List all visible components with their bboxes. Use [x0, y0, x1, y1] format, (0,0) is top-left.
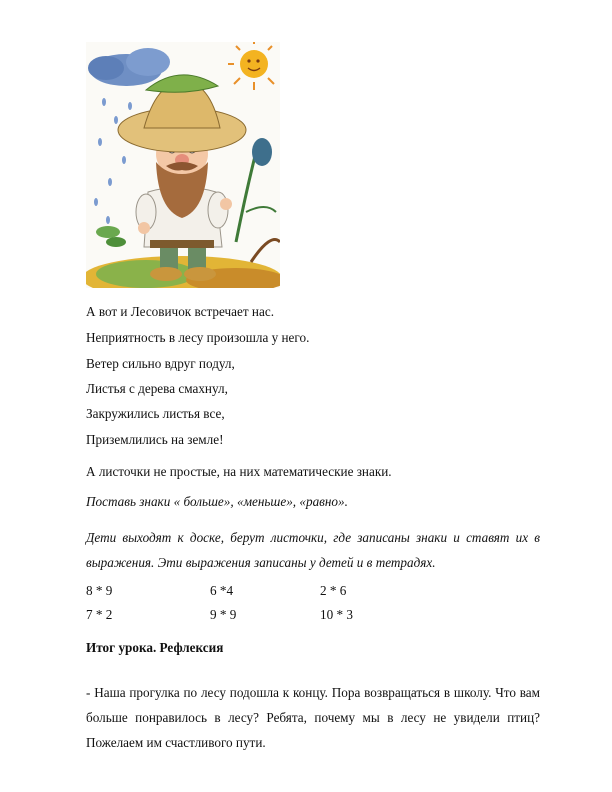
note-text: А листочки не простые, на них математические знаки.	[86, 464, 392, 479]
poem-line: Неприятность в лесу произошла у него.	[86, 330, 310, 345]
reflection-text: - Наша прогулка по лесу подошла к концу. Пора возвращаться в школу. Что вам больше понравилось в лесу? Ребята, почему мы в лесу не увидели птиц? Пожелаем им счастливого пути.	[86, 685, 540, 750]
section-title: Итог урока. Рефлексия	[86, 640, 224, 655]
task-text: Поставь знаки « больше», «меньше», «равно».	[86, 494, 348, 509]
poem-line: Приземлились на земле!	[86, 432, 224, 447]
poem-line: Закружились листья все,	[86, 406, 225, 421]
expression: 2 * 6	[320, 583, 347, 598]
poem-line: А вот и Лесовичок встречает нас.	[86, 304, 274, 319]
expression: 9 * 9	[210, 607, 237, 622]
expression: 6 *4	[210, 583, 234, 598]
poem-line: Листья с дерева смахнул,	[86, 381, 228, 396]
poem-line: Ветер сильно вдруг подул,	[86, 356, 235, 371]
instruction-text: Дети выходят к доске, берут листочки, где записаны знаки и ставят их в выражения. Эти выражения записаны у детей и в тетрадях.	[86, 530, 540, 570]
lesovichok-illustration	[86, 42, 280, 288]
expression: 8 * 9	[86, 583, 113, 598]
expression: 7 * 2	[86, 607, 113, 622]
expression: 10 * 3	[320, 607, 353, 622]
